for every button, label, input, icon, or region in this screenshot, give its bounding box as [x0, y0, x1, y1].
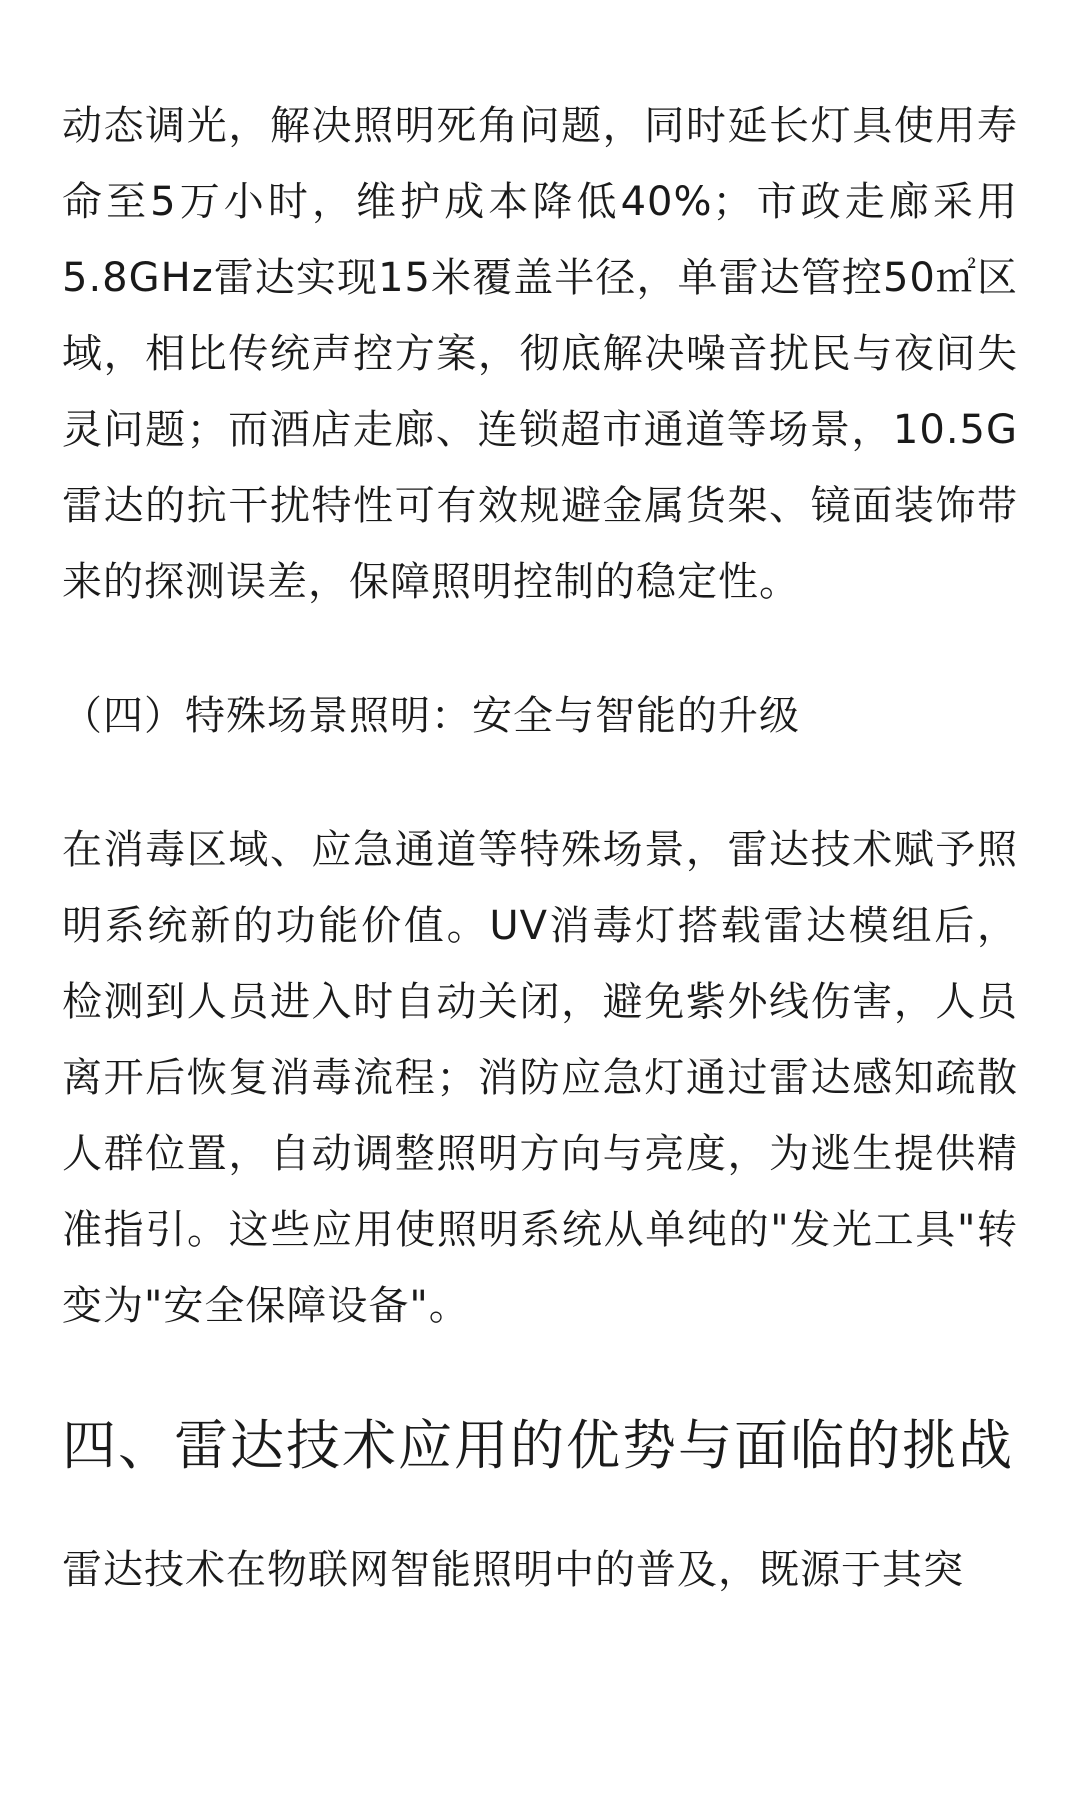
body-paragraph-lighting-scenarios: 动态调光，解决照明死角问题，同时延长灯具使用寿命至5万小时，维护成本降低40%；市政走廊采用5.8GHz雷达实现15米覆盖半径，单雷达管控50㎡区域，相比传统声控方案，彻底解决噪音扰民与夜间失灵问题；而酒店走廊、连锁超市通道等场景，10.5G雷达的抗干扰特性可有效规避金属货架、镜面装饰带来的探测误差，保障照明控制的稳定性。	[62, 103, 1018, 605]
body-paragraph-radar-adoption: 雷达技术在物联网智能照明中的普及，既源于其突	[62, 1547, 964, 1593]
section-subheading-special-scenes: （四）特殊场景照明：安全与智能的升级	[62, 693, 800, 739]
section-heading-advantages-challenges: 四、雷达技术应用的优势与面临的挑战	[62, 1414, 1014, 1477]
body-paragraph-special-scenes: 在消毒区域、应急通道等特殊场景，雷达技术赋予照明系统新的功能价值。UV消毒灯搭载雷达模组后，检测到人员进入时自动关闭，避免紫外线伤害，人员离开后恢复消毒流程；消防应急灯通过雷达感知疏散人群位置，自动调整照明方向与亮度，为逃生提供精准指引。这些应用使照明系统从单纯的"发光工具"转变为"安全保障设备"。	[62, 827, 1018, 1329]
